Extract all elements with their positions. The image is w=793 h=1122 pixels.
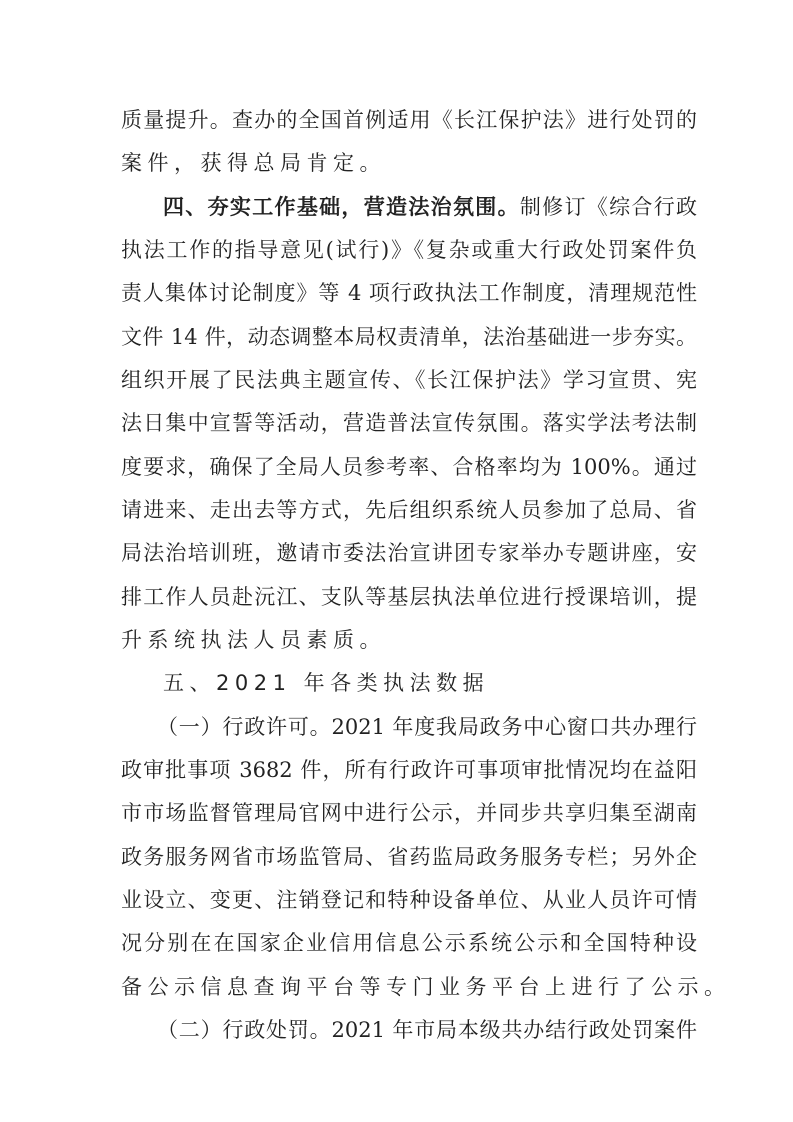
section-5-heading: 五、2021 年各类执法数据 — [163, 671, 490, 695]
paragraph-line: 案件，获得总局肯定。 — [121, 151, 386, 175]
paragraph-line: 文件 14 件，动态调整本局权责清单，法治基础进一步夯实。 — [121, 325, 697, 349]
paragraph-line: （二）行政处罚。2021 年市局本级共办结行政处罚案件 — [157, 1018, 697, 1042]
section-4-heading: 四、夯实工作基础，营造法治氛围。 — [163, 195, 520, 219]
paragraph-line: 况分别在在国家企业信用信息公示系统公示和全国特种设 — [121, 931, 697, 955]
paragraph-line: 组织开展了民法典主题宣传、《长江保护法》学习宣贯、宪 — [121, 368, 697, 392]
paragraph-line: 排工作人员赴沅江、支队等基层执法单位进行授课培训，提 — [121, 585, 697, 609]
paragraph-line: （一）行政许可。2021 年度我局政务中心窗口共办理行 — [157, 715, 697, 739]
paragraph-line: 备公示信息查询平台等专门业务平台上进行了公示。 — [121, 975, 731, 999]
paragraph-line: 政审批事项 3682 件，所有行政许可事项审批情况均在益阳 — [121, 758, 697, 782]
section-4-first-line — [163, 192, 697, 222]
paragraph-line: 法日集中宣誓等活动，营造普法宣传氛围。落实学法考法制 — [121, 411, 697, 435]
paragraph-line: 质量提升。查办的全国首例适用《长江保护法》进行处罚的 — [121, 108, 697, 132]
paragraph-line: 业设立、变更、注销登记和特种设备单位、从业人员许可情 — [121, 888, 697, 912]
paragraph-line: 请进来、走出去等方式，先后组织系统人员参加了总局、省 — [121, 498, 697, 522]
paragraph-line: 责人集体讨论制度》等 4 项行政执法工作制度，清理规范性 — [121, 281, 697, 305]
section-4-text: 制修订《综合行政 — [519, 195, 698, 219]
paragraph-line: 政务服务网省市场监管局、省药监局政务服务专栏；另外企 — [121, 845, 697, 869]
paragraph-line: 度要求，确保了全局人员参考率、合格率均为 100%。通过 — [121, 455, 697, 479]
paragraph-line: 局法治培训班，邀请市委法治宣讲团专家举办专题讲座，安 — [121, 541, 697, 565]
paragraph-line: 执法工作的指导意见(试行)》《复杂或重大行政处罚案件负 — [121, 238, 697, 262]
paragraph-line: 升系统执法人员素质。 — [121, 628, 386, 652]
paragraph-line: 市市场监督管理局官网中进行公示，并同步共享归集至湖南 — [121, 801, 697, 825]
